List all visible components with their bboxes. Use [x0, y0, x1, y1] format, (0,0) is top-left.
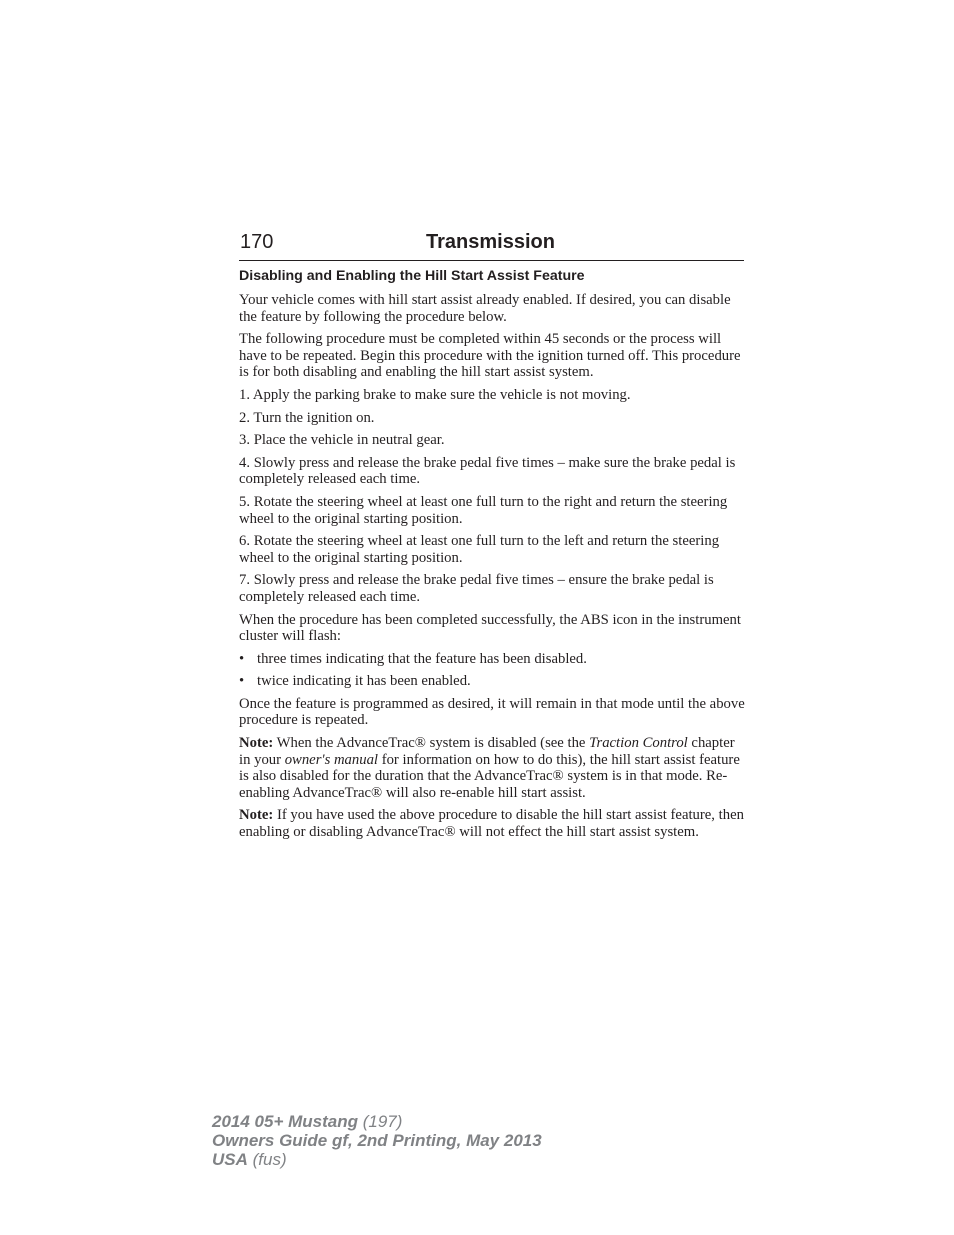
footer-printing: Owners Guide gf, 2nd Printing, May 2013 — [212, 1131, 542, 1150]
note-text: When the AdvanceTrac® system is disabled (see the — [273, 735, 590, 752]
note-text: for information on how to do this), the hill start assist feature is also disabled for the duration that the AdvanceTrac® system is in that mode. Re-enabling AdvanceTrac® will also re-enable hill start assist. — [239, 751, 740, 801]
step-6: 6. Rotate the steering wheel at least one full turn to the left and return the steering wheel to the original starting position. — [239, 533, 720, 566]
bullet-item — [239, 673, 745, 690]
footer-line-2 — [212, 1131, 542, 1150]
note-label: Note: — [239, 807, 274, 824]
intro-paragraph: Your vehicle comes with hill start assist already enabled. If desired, you can disable the feature by following the procedure below. — [239, 292, 731, 325]
step-1: 1. Apply the parking brake to make sure the vehicle is not moving. — [239, 386, 631, 403]
note-text: chapter in your — [239, 735, 735, 768]
footer-line-1 — [212, 1112, 542, 1131]
page-content — [239, 268, 745, 847]
step-7: 7. Slowly press and release the brake pedal five times – ensure the brake pedal is completely released each time. — [239, 572, 714, 605]
note-1 — [239, 735, 745, 801]
note-2 — [239, 807, 745, 840]
traction-control-reference: Traction Control — [589, 735, 688, 752]
page-number: 170 — [240, 231, 274, 253]
note-text: If you have used the above procedure to disable the hill start assist feature, then enabling or disabling AdvanceTrac® will not effect the hill start assist system. — [239, 807, 744, 841]
footer-page-code: (197) — [358, 1112, 403, 1131]
step-4: 4. Slowly press and release the brake pedal five times – make sure the brake pedal is completely released each time. — [239, 454, 736, 488]
page-footer — [212, 1112, 542, 1169]
footer-market-code: (fus) — [247, 1150, 287, 1169]
page-header — [239, 228, 744, 261]
completion-paragraph: When the procedure has been completed successfully, the ABS icon in the instrument cluster will flash: — [239, 611, 741, 645]
step-5: 5. Rotate the steering wheel at least one full turn to the right and return the steering wheel to the original starting position. — [239, 493, 728, 527]
chapter-title: Transmission — [426, 231, 555, 253]
programmed-paragraph: Once the feature is programmed as desired, it will remain in that mode until the above procedure is repeated. — [239, 695, 745, 729]
procedure-paragraph: The following procedure must be completed within 45 seconds or the process will have to be repeated. Begin this procedure with the ignition turned off. This procedure is for both disabling and enabling the hill start assist system. — [239, 331, 741, 381]
bullet-text: twice indicating it has been enabled. — [257, 673, 471, 690]
note-label: Note: — [239, 735, 274, 752]
bullet-icon: • — [239, 673, 245, 690]
step-2: 2. Turn the ignition on. — [239, 409, 375, 426]
footer-line-3 — [212, 1150, 542, 1169]
bullet-icon: • — [239, 650, 245, 667]
footer-model: 2014 05+ Mustang — [212, 1112, 358, 1131]
step-3: 3. Place the vehicle in neutral gear. — [239, 432, 445, 449]
section-title: Disabling and Enabling the Hill Start Assist Feature — [239, 268, 585, 284]
owners-manual-reference: owner's manual — [284, 751, 379, 768]
bullet-item — [239, 651, 745, 668]
footer-market: USA — [212, 1150, 248, 1169]
bullet-text: three times indicating that the feature has been disabled. — [257, 650, 587, 667]
